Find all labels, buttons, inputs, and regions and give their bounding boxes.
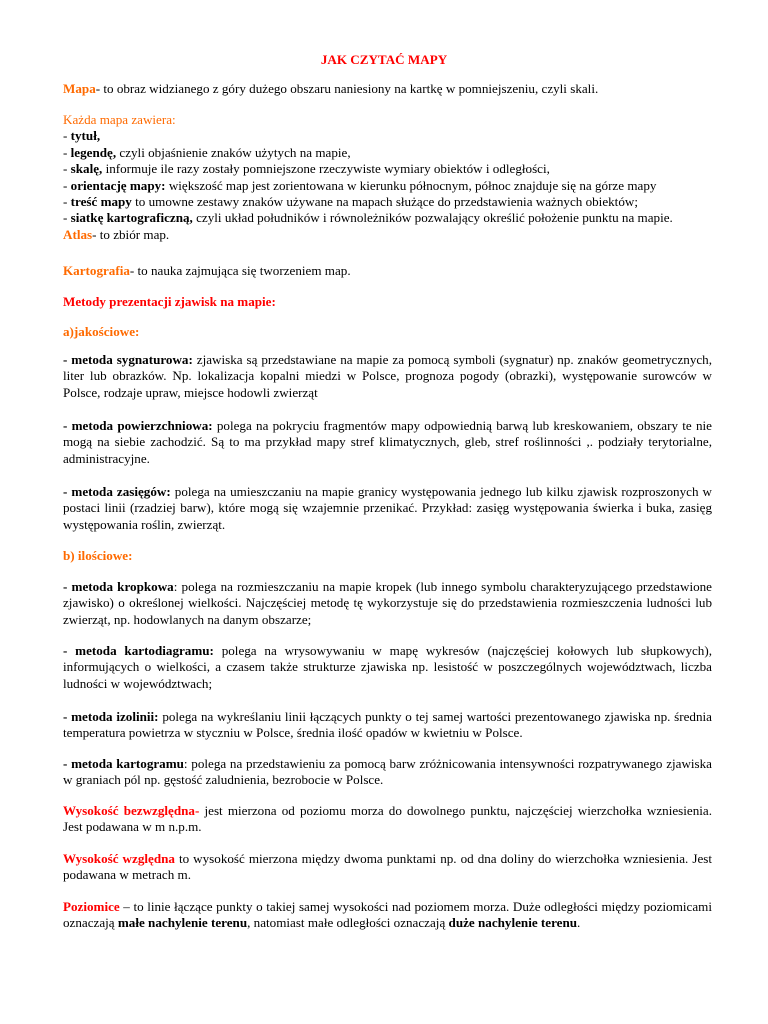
definition-mapa	[63, 81, 712, 97]
method-description: zjawiska są przedstawiane na mapie za pomocą symboli (sygnatur) np. znaków geometrycznych, liter lub obrazków. Np. lokalizacja kopalni miedzi w Polsce, prognoza pogody (obrazki), występowanie surowców w Polsce, rodzaje upraw, miejsce hodowli zwierząt	[63, 352, 712, 400]
term-poziomice: Poziomice	[63, 899, 120, 914]
list-item-term: tytuł,	[70, 128, 101, 144]
method-name: - metoda sygnaturowa:	[63, 352, 193, 367]
definition-kartografia-text: - to nauka zajmująca się tworzeniem map.	[129, 263, 351, 278]
definition-kartografia	[63, 263, 712, 279]
definition-text: to wysokość mierzona między dwoma punktami np. od dna doliny do wierzchołka wzniesienia. Jest podawana w metrach m.	[63, 851, 712, 883]
definition-text-end: .	[577, 915, 581, 931]
list-item-dash: -	[63, 210, 71, 226]
term-mapa: Mapa	[63, 81, 96, 96]
method-description: polega na umieszczaniu na mapie granicy występowania jednego lub kilku zjawisk rozproszonych w postaci linii (rzadziej barw), które mogą się wzajemnie przenikać. Przykład: zasięg występowania świerka i buka, zasięg występowania roślin, zwierząt.	[63, 484, 712, 532]
definition-mapa-text: - to obraz widzianego z góry dużego obszaru naniesiony na kartkę w pomniejszeniu, czyli skali.	[95, 81, 599, 96]
list-item-dash: -	[63, 194, 71, 210]
method-description: : polega na rozmieszczaniu na mapie kropek (lub innego symbolu charakteryzującego przedstawione zjawisko) o określonej wielkości. Najczęściej metodę tę wykorzystuje się do przedstawienia rozmieszczenia ludności lub zwierząt, np. hodowlanych na danym obszarze;	[63, 579, 712, 627]
definition-poziomice	[63, 899, 712, 932]
definition-atlas-text: - to zbiór map.	[92, 226, 170, 242]
list-item	[63, 210, 712, 226]
list-item	[63, 178, 712, 194]
list-item	[63, 128, 712, 144]
method-sygnaturowa	[63, 352, 712, 401]
method-name: - metoda kartogramu	[63, 756, 184, 771]
method-kartodiagramu	[63, 643, 712, 692]
qualitative-heading: a)jakościowe:	[63, 324, 140, 339]
method-powierzchniowa	[63, 418, 712, 467]
quantitative-heading: b) ilościowe:	[63, 548, 133, 563]
method-name: - metoda kropkowa	[63, 579, 174, 594]
method-description: polega na pokryciu fragmentów mapy odpowiednią barwą lub kreskowaniem, obszary te nie mogą na siebie zachodzić. Są to ma przykład mapy stref klimatycznych, gleb, stref roślinności ,. podziały terytorialne, administracyjne.	[63, 418, 712, 466]
list-item-term: siatkę kartograficzną,	[70, 210, 193, 226]
list-item-dash: -	[63, 144, 71, 160]
emphasis-small-slope: małe nachylenie terenu	[117, 915, 248, 931]
term-kartografia: Kartografia	[63, 263, 130, 278]
methods-heading: Metody prezentacji zjawisk na mapie:	[63, 294, 276, 309]
list-item	[63, 161, 712, 177]
method-name: - metoda zasięgów:	[63, 484, 171, 499]
definition-wysokosc-wzgledna	[63, 851, 712, 884]
list-item	[63, 145, 712, 161]
method-description: polega na wrysowywaniu w mapę wykresów (najczęściej kołowych lub słupkowych), informujących o wielkości, a czasem także strukturze zjawiska np. lesistość w poszczególnych województwach, liczba ludności w województwach;	[63, 643, 712, 691]
method-name: - metoda kartodiagramu:	[63, 643, 214, 658]
list-item-text: większość map jest zorientowana w kierunku północnym, północ znajduje się na górze mapy	[165, 177, 657, 193]
definition-atlas	[63, 227, 712, 243]
list-item-text: czyli objaśnienie znaków użytych na mapie,	[116, 144, 351, 160]
list-item-term: legendę,	[70, 144, 117, 160]
term-wysokosc-bezwzgledna: Wysokość bezwzględna-	[63, 803, 200, 818]
list-item-dash: -	[63, 161, 71, 177]
term-wysokosc-wzgledna: Wysokość względna	[63, 851, 175, 866]
method-description: : polega na przedstawieniu za pomocą barw zróżnicowania intensywności rozpatrywanego zjawiska w graniach pól np. gęstość zaludnienia, bezrobocie w Polsce.	[63, 756, 712, 788]
definition-text: jest mierzona od poziomu morza do dowolnego punktu, najczęściej wierzchołka wzniesienia. Jest podawana w m n.p.m.	[63, 803, 712, 835]
method-zasiegow	[63, 484, 712, 533]
list-item-dash: -	[63, 128, 71, 144]
map-contents-section	[63, 112, 712, 243]
method-kartogramu	[63, 756, 712, 789]
definition-text: , natomiast małe odległości oznaczają	[247, 915, 449, 931]
map-contents-heading: Każda mapa zawiera:	[63, 112, 176, 127]
emphasis-large-slope: duże nachylenie terenu	[448, 915, 578, 931]
list-item	[63, 194, 712, 210]
page-title: JAK CZYTAĆ MAPY	[320, 52, 448, 67]
list-item-text: czyli układ południków i równoleżników pozwalający określić położenie punktu na mapie.	[192, 210, 673, 226]
method-name: - metoda izolinii:	[63, 709, 159, 724]
method-description: polega na wykreślaniu linii łączących punkty o tej samej wartości prezentowanego zjawiska np. średnia temperatura powietrza w styczniu w Polsce, średnia ilość opadów w kwietniu w Polsce.	[63, 709, 712, 741]
term-atlas: Atlas	[63, 226, 93, 242]
definition-text: – to linie łączące punkty o takiej samej wysokości nad poziomem morza. Duże odległości między poziomicami oznaczają	[63, 899, 712, 931]
list-item-term: orientację mapy:	[70, 177, 166, 193]
list-item-dash: -	[63, 177, 71, 193]
list-item-term: skalę,	[70, 161, 103, 177]
list-item-text: to umowne zestawy znaków używane na mapach służące do przedstawienia ważnych obiektów;	[131, 194, 638, 210]
method-name: - metoda powierzchniowa:	[63, 418, 213, 433]
method-kropkowa	[63, 579, 712, 628]
method-izolinii	[63, 709, 712, 742]
list-item-term: treść mapy	[70, 194, 132, 210]
list-item-text: informuje ile razy zostały pomniejszone rzeczywiste wymiary obiektów i odległości,	[102, 161, 550, 177]
definition-wysokosc-bezwzgledna	[63, 803, 712, 836]
